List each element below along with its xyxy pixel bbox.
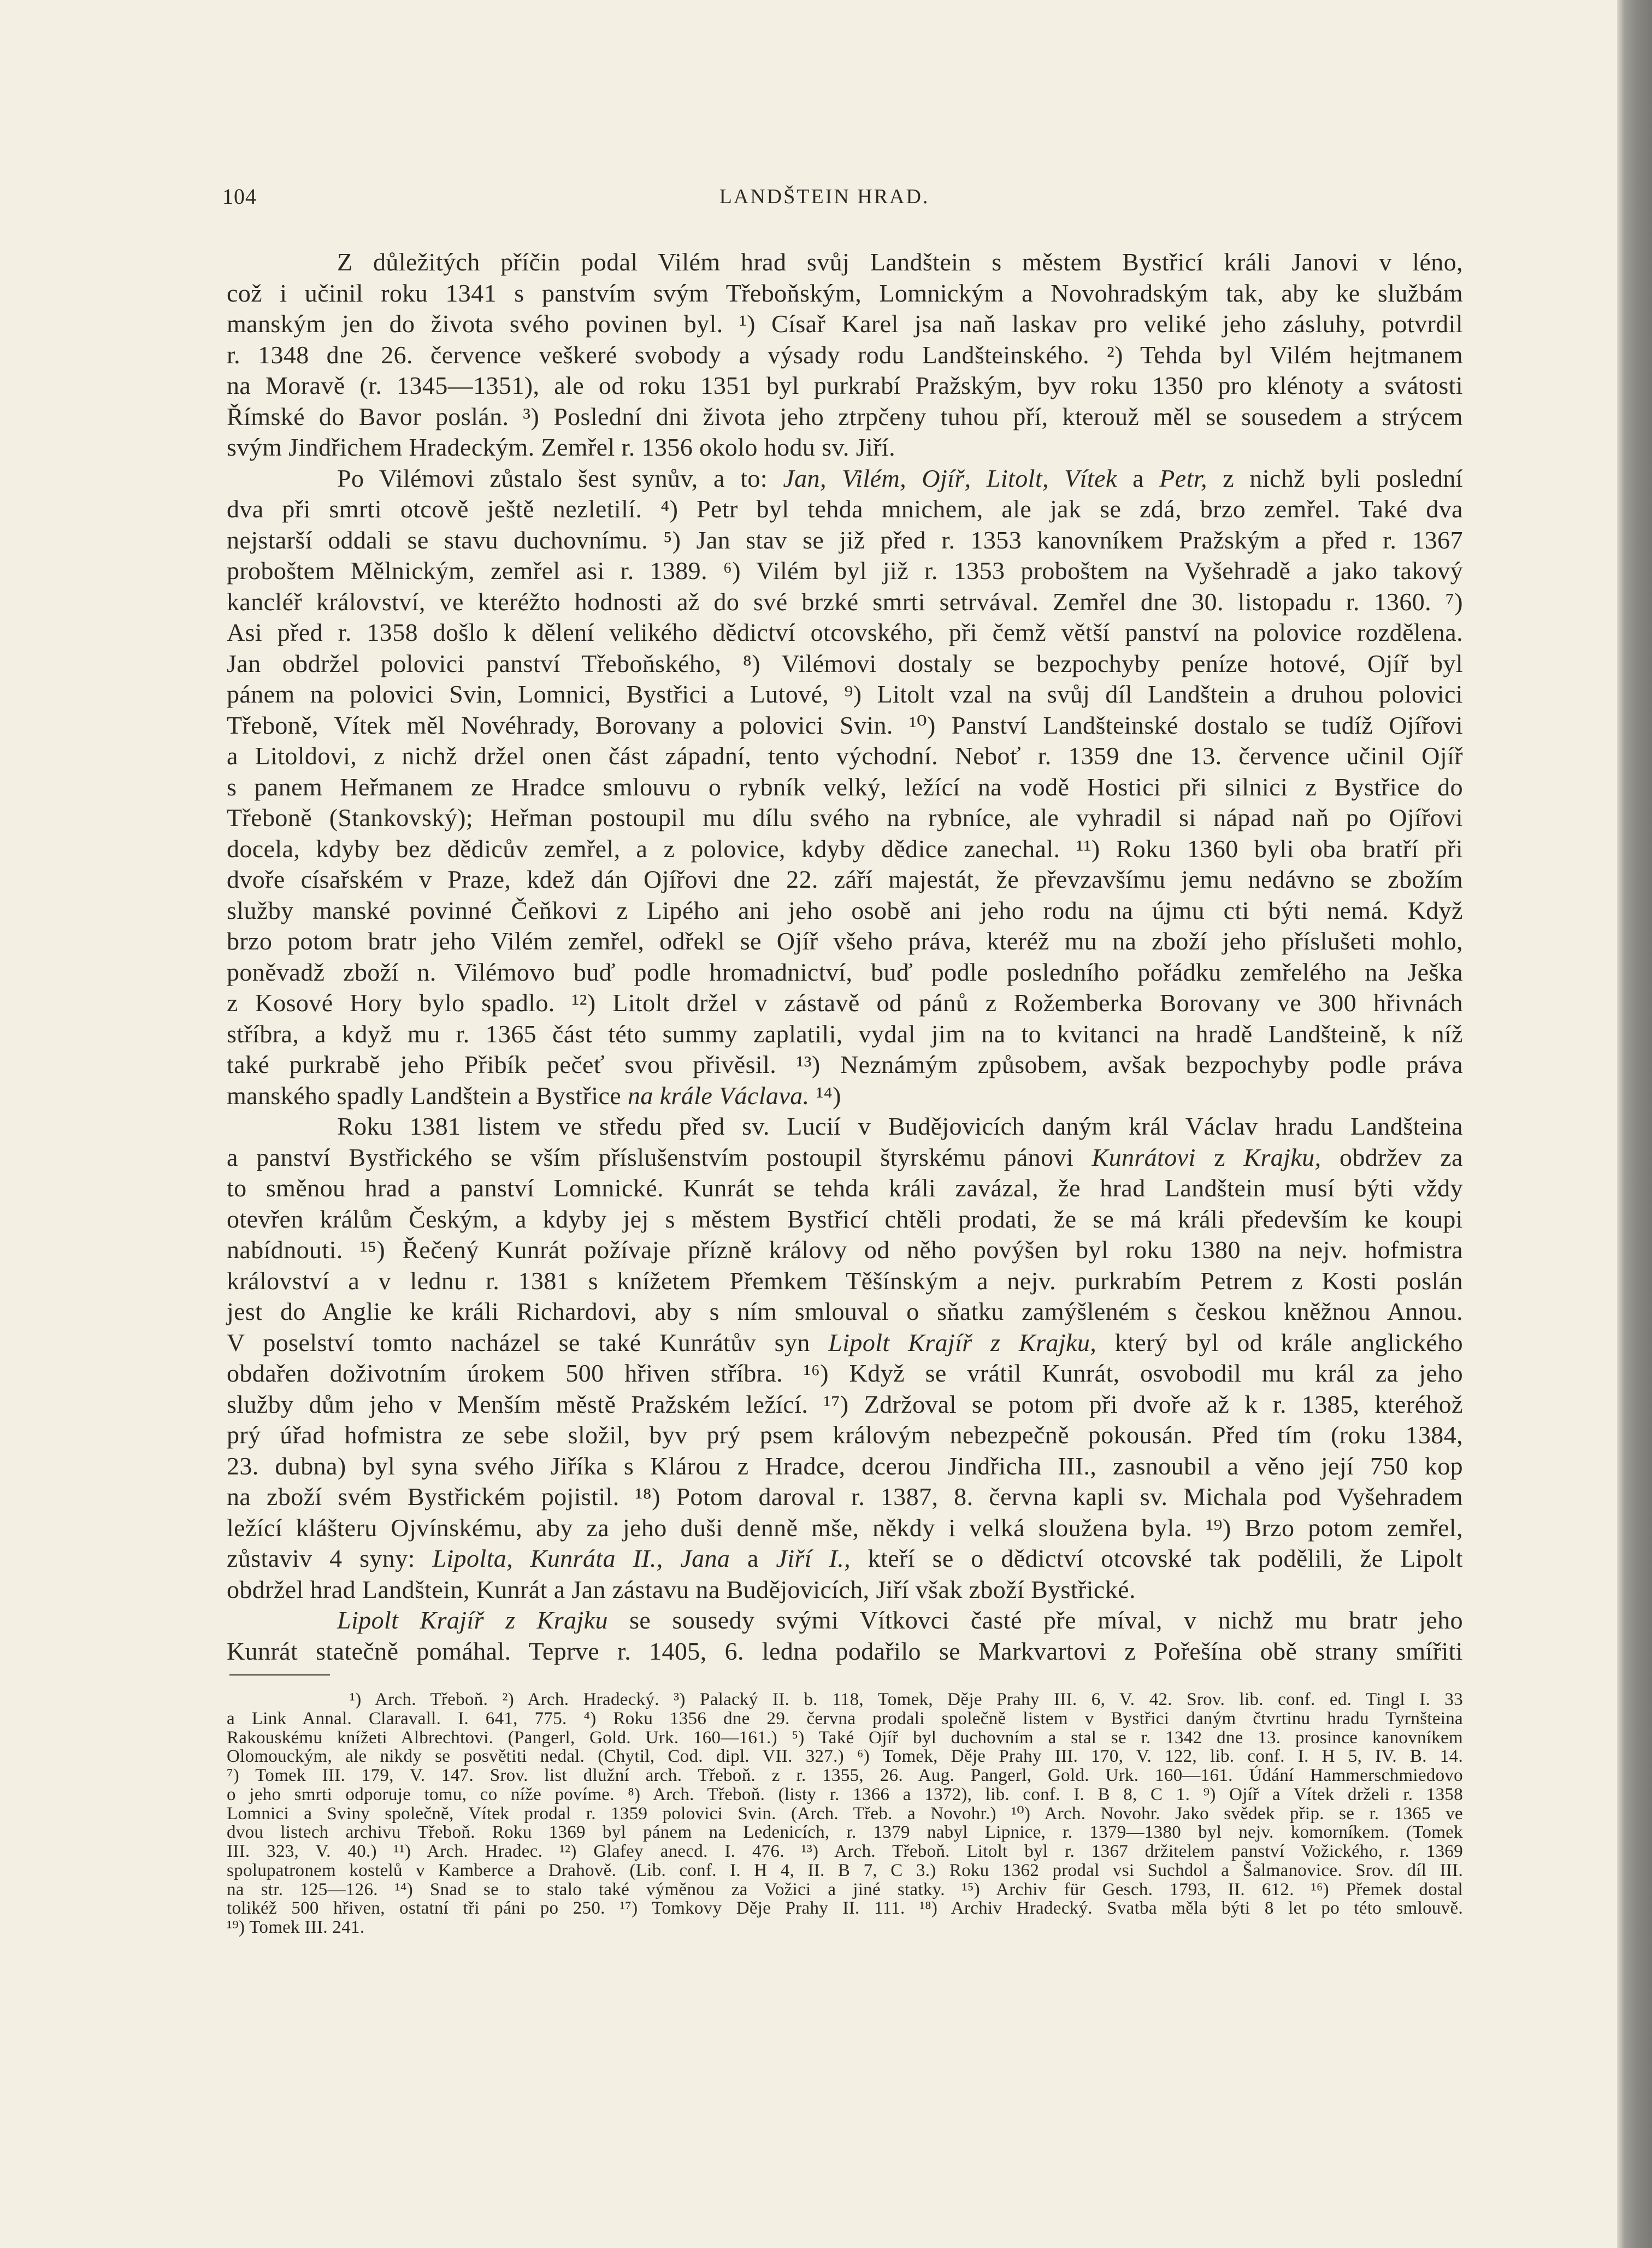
text-line [227, 1142, 1463, 1173]
text-line: pánem na polovici Svin, Lomnici, Bystřici a Lutové, ⁹) Litolt vzal na svůj díl Landštein a druhou polovici [227, 680, 1463, 708]
italic-names: Jiří I., [776, 1544, 851, 1572]
text-line: Asi před r. 1358 došlo k dělení velikého dědictví otcovského, při čemž větší panství na polovice rozdělena. [227, 618, 1463, 646]
footnote-line: III. 323, V. 40.) ¹¹) Arch. Hradec. ¹²) Glafey anecd. I. 476. ¹³) Arch. Třeboň. Litolt byl r. 1367 držitelem panství Vožického, r. 1369 [227, 1842, 1463, 1861]
text-line: prý úřad hofmistra ze sebe složil, byv prý psem královým nebezpečně pokousán. Před tím (roku 1384, [227, 1421, 1463, 1449]
footnote-line: Olomouckým, ale nikdy se posvětiti nedal. (Chytil, Cod. dipl. VII. 327.) ⁶) Tomek, Děje Prahy III. 170, V. 122, lib. conf. I. H 5, IV. B. 14. [227, 1747, 1463, 1767]
italic-names: Petr, [1159, 464, 1207, 492]
text-segment: se sousedy svými Vítkovci časté pře míval, v nichž mu bratr jeho [607, 1606, 1464, 1634]
text-line: s panem Heřmanem ze Hradce smlouvu o rybník velký, ležící na vodě Hostici při silnici z Bystřice do [227, 772, 1463, 801]
text-line: nabídnouti. ¹⁵) Řečený Kunrát požívaje přízně královy od něho povýšen byl roku 1380 na nejv. hofmistra [227, 1236, 1463, 1264]
italic-names: Kunrátovi [1092, 1143, 1196, 1171]
text-line: docela, kdyby bez dědicův zemřel, a z polovice, kdyby dědice zanechal. ¹¹) Roku 1360 byli oba bratří při [227, 834, 1463, 863]
page-number: 104 [222, 184, 257, 209]
footnote-line: a Link Annal. Claravall. I. 641, 775. ⁴) Roku 1356 dne 29. června prodali společně listem v Bystřici daným čtvrtinu hradu Tyrnšteina [227, 1708, 1463, 1728]
text-line [227, 1081, 1463, 1112]
text-segment: manského spadly Landštein a Bystřice [227, 1081, 628, 1110]
footnote-line: ¹) Arch. Třeboň. ²) Arch. Hradecký. ³) Palacký II. b. 118, Tomek, Děje Prahy III. 6, V. 42. Srov. lib. conf. ed. Tingl I. 33 [350, 1690, 1463, 1709]
text-line: Roku 1381 listem ve středu před sv. Lucií v Budějovicích daným král Václav hradu Landšteina [337, 1112, 1463, 1140]
text-line: obdařen doživotním úrokem 500 hřiven stříbra. ¹⁶) Když se vrátil Kunrát, osvobodil mu král za jeho [227, 1359, 1463, 1387]
paragraph-3 [227, 1111, 1463, 1605]
text-line: Třeboně, Vítek měl Novéhrady, Borovany a polovici Svin. ¹⁰) Panství Landšteinské dostalo se tudíž Ojířovi [227, 711, 1463, 739]
text-segment: a [1117, 464, 1160, 492]
footnotes [227, 1690, 1463, 1937]
footnote-line: na str. 125—126. ¹⁴) Snad se to stalo také výměnou za Vožici a jiné statky. ¹⁵) Archiv für Gesch. 1793, II. 612. ¹⁶) Přemek dostal [227, 1879, 1463, 1899]
paragraph-4 [227, 1605, 1463, 1667]
text-line: také purkrabě jeho Přibík pečeť svou přivěsil. ¹³) Neznámým způsobem, avšak bezpochyby podle práva [227, 1051, 1463, 1078]
text-line: Jan obdržel polovici panství Třeboňského, ⁸) Vilémovi dostaly se bezpochyby peníze hotové, Ojíř byl [227, 649, 1463, 677]
text-line [227, 1543, 1463, 1574]
text-line: na zboží svém Bystřickém pojistil. ¹⁸) Potom daroval r. 1387, 8. června kapli sv. Michala pod Vyšehradem [227, 1483, 1463, 1511]
page-edge-shadow [1617, 0, 1652, 2248]
italic-names: Lipolta, Kunráta II., Jana [432, 1544, 730, 1572]
footnote-line: tolikéž 500 hřiven, ostatní tři páni po 250. ¹⁷) Tomkovy Děje Prahy II. 111. ¹⁸) Archiv Hradecký. Svatba měla býti 8 let po této smlouvě. [227, 1898, 1463, 1919]
text-line: svým Jindřichem Hradeckým. Zemřel r. 1356 okolo hodu sv. Jiří. [227, 433, 896, 461]
text-line: nejstarší oddali se stavu duchovnímu. ⁵) Jan stav se již před r. 1353 kanovníkem Pražským a před r. 1367 [227, 526, 1463, 554]
text-segment: ¹⁴) [809, 1081, 841, 1110]
italic-names: Lipolt Krajíř z Krajku, [828, 1328, 1097, 1356]
footnote-line: spolupatronem kostelů v Kamberce a Drahově. (Lib. conf. I. H 4, II. B 7, C 3.) Roku 1362 prodal vsi Suchdol a Šalmanovice. Srov. díl III. [227, 1860, 1463, 1880]
text-line: Z důležitých příčin podal Vilém hrad svůj Landštein s městem Bystřicí králi Janovi v léno, [337, 248, 1463, 276]
text-line [227, 463, 1463, 494]
text-line: manským jen do života svého povinen byl. ¹) Císař Karel jsa naň laskav pro veliké jeho zásluhy, potvrdil [227, 310, 1463, 338]
text-line: Třeboně (Stankovský); Heřman postoupil mu dílu svého na rybníce, ale vyhradil si nápad naň po Ojířovi [227, 804, 1463, 831]
text-line: ležící klášteru Ojvínskému, aby za jeho duši denně mše, někdy i velká sloužena byla. ¹⁹) Brzo potom zemřel, [227, 1513, 1463, 1542]
running-title: LANDŠTEIN HRAD. [719, 185, 930, 208]
body-text [227, 247, 1463, 1667]
text-line [227, 1327, 1463, 1359]
text-segment: který byl od krále anglického [1096, 1328, 1463, 1356]
text-segment: a panství Bystřického se vším příslušenstvím postoupil štyrskému pánovi [227, 1143, 1092, 1171]
text-line: poněvadž zboží n. Vilémovo buď podle hromadnictví, buď podle posledního pořádku zemřelého na Ješka [227, 958, 1463, 986]
text-line [227, 1605, 1463, 1636]
italic-names: Krajku, [1243, 1143, 1321, 1171]
text-line: a Litoldovi, z nichž držel onen část západní, tento východní. Neboť r. 1359 dne 13. července učinil Ojíř [227, 742, 1463, 770]
text-line: Římské do Bavor poslán. ³) Poslední dni života jeho ztrpčeny tuhou pří, kterouž měl se sousedem a strýcem [227, 402, 1463, 430]
text-line: služby dům jeho v Menším městě Pražském ležící. ¹⁷) Zdržoval se potom při dvoře až k r. 1385, kteréhož [227, 1390, 1463, 1418]
text-segment: z nichž byli poslední [1207, 464, 1463, 492]
italic-names: Lipolt Krajíř z Krajku [337, 1606, 608, 1634]
footnote-line: Rakouskému knížeti Albrechtovi. (Pangerl, Gold. Urk. 160—161.) ⁵) Také Ojíř byl duchovním a stal se r. 1342 dne 13. prosince kanovníkem [227, 1727, 1463, 1748]
footnote-line: ¹⁹) Tomek III. 241. [227, 1917, 365, 1937]
text-line: jest do Anglie ke králi Richardovi, aby s ním smlouval o sňatku zamýšleném s českou kněžnou Annou. [227, 1297, 1463, 1325]
text-segment: a [730, 1544, 776, 1572]
text-line: obdržel hrad Landštein, Kunrát a Jan zástavu na Budějovicích, Jiří však zboží Bystřické. [227, 1575, 1136, 1603]
text-line: kancléř království, ve kteréžto hodnosti až do své brzké smrti setrvával. Zemřel dne 30. listopadu r. 1360. ⁷) [227, 587, 1463, 616]
text-segment: kteří se o dědictví otcovské tak podělili, že Lipolt [851, 1544, 1464, 1572]
paragraph-1 [227, 247, 1463, 463]
text-line: proboštem Mělnickým, zemřel asi r. 1389. ⁶) Vilém byl již r. 1353 proboštem na Vyšehradě a jako takový [227, 557, 1463, 585]
text-line: království a v lednu r. 1381 s knížetem Přemkem Těšínským a nejv. purkrabím Petrem z Kosti poslán [227, 1266, 1463, 1295]
text-line: což i učinil roku 1341 s panstvím svým Třeboňským, Lomnickým a Novohradským tak, aby ke službám [227, 279, 1463, 307]
italic-phrase: na krále Václava. [628, 1081, 810, 1110]
text-line: Kunrát statečně pomáhal. Teprve r. 1405, 6. ledna podařilo se Markvartovi z Pořešína obě strany smířiti [227, 1637, 1463, 1665]
text-line: r. 1348 dne 26. července veškeré svobody a výsady rodu Landšteinského. ²) Tehda byl Vilém hejtmanem [227, 340, 1463, 369]
italic-names: Jan, Vilém, Ojíř, Litolt, Vítek [783, 464, 1117, 492]
text-line: stříbra, a když mu r. 1365 část této summy zaplatili, vydal jim na to kvitanci na hradě Landšteině, k níž [227, 1019, 1463, 1048]
text-segment: V poselství tomto nacházel se také Kunrátův syn [227, 1328, 829, 1356]
footnote-line: o jeho smrti odporuje tomu, co níže povíme. ⁸) Arch. Třeboň. (listy r. 1366 a 1372), lib. conf. I. B 8, C 1. ⁹) Ojíř a Vítek drželi r. 1358 [227, 1784, 1463, 1804]
text-line: otevřen králům Českým, a kdyby jej s městem Bystřicí chtěli prodati, že se má králi především ke koupi [227, 1205, 1463, 1233]
text-segment: obdržev za [1321, 1143, 1463, 1171]
text-segment: z [1195, 1143, 1244, 1171]
footnote-rule [229, 1674, 330, 1675]
footnote-line: ⁷) Tomek III. 179, V. 147. Srov. list dlužní arch. Třeboň. z r. 1355, 26. Aug. Pangerl, Gold. Urk. 160—161. Údání Hammerschmiedovo [227, 1766, 1463, 1785]
text-line: služby manské povinné Čeňkovi z Lipého ani jeho osobě ani jeho rodu na újmu cti býti nemá. Když [227, 896, 1463, 924]
text-segment: Po Vilémovi zůstalo šest synův, a to: [337, 464, 783, 492]
text-line: to směnou hrad a panství Lomnické. Kunrát se tehda králi zavázal, že hrad Landštein musí býti vždy [227, 1174, 1463, 1202]
text-line: brzo potom bratr jeho Vilém zemřel, odřekl se Ojíř všeho práva, kteréž mu na zboží jeho příslušeti mohlo, [227, 927, 1463, 955]
paragraph-2 [227, 463, 1463, 1112]
text-line: 23. dubna) byl syna svého Jiříka s Klárou z Hradce, dcerou Jindřicha III., zasnoubil a věno její 750 kop [227, 1452, 1463, 1480]
text-line: z Kosové Hory bylo spadlo. ¹²) Litolt držel v zástavě od pánů z Rožemberka Borovany ve 300 hřivnách [227, 989, 1463, 1017]
text-segment: zůstaviv 4 syny: [227, 1544, 433, 1572]
text-line: na Moravě (r. 1345—1351), ale od roku 1351 byl purkrabí Pražským, byv roku 1350 pro klénoty a svátosti [227, 371, 1463, 399]
footnote-line: Lomnici a Sviny společně, Vítek prodal r. 1359 polovici Svin. (Arch. Třeb. a Novohr.) ¹⁰) Arch. Novohr. Jako svědek přip. se r. 1365 ve [227, 1803, 1463, 1824]
text-line: dva při smrti otcově ještě nezletilí. ⁴) Petr byl tehda mnichem, ale jak se zdá, brzo zemřel. Také dva [227, 495, 1463, 523]
footnote-line: dvou listech archivu Třeboň. Roku 1369 byl pánem na Ledenicích, r. 1379 nabyl Lipnice, r. 1379—1380 byl nejv. komorníkem. (Tomek [227, 1822, 1463, 1843]
text-line: dvoře císařském v Praze, kdež dán Ojířovi dne 22. září majestát, že převzavšímu jemu nedávno se zbožím [227, 865, 1463, 893]
